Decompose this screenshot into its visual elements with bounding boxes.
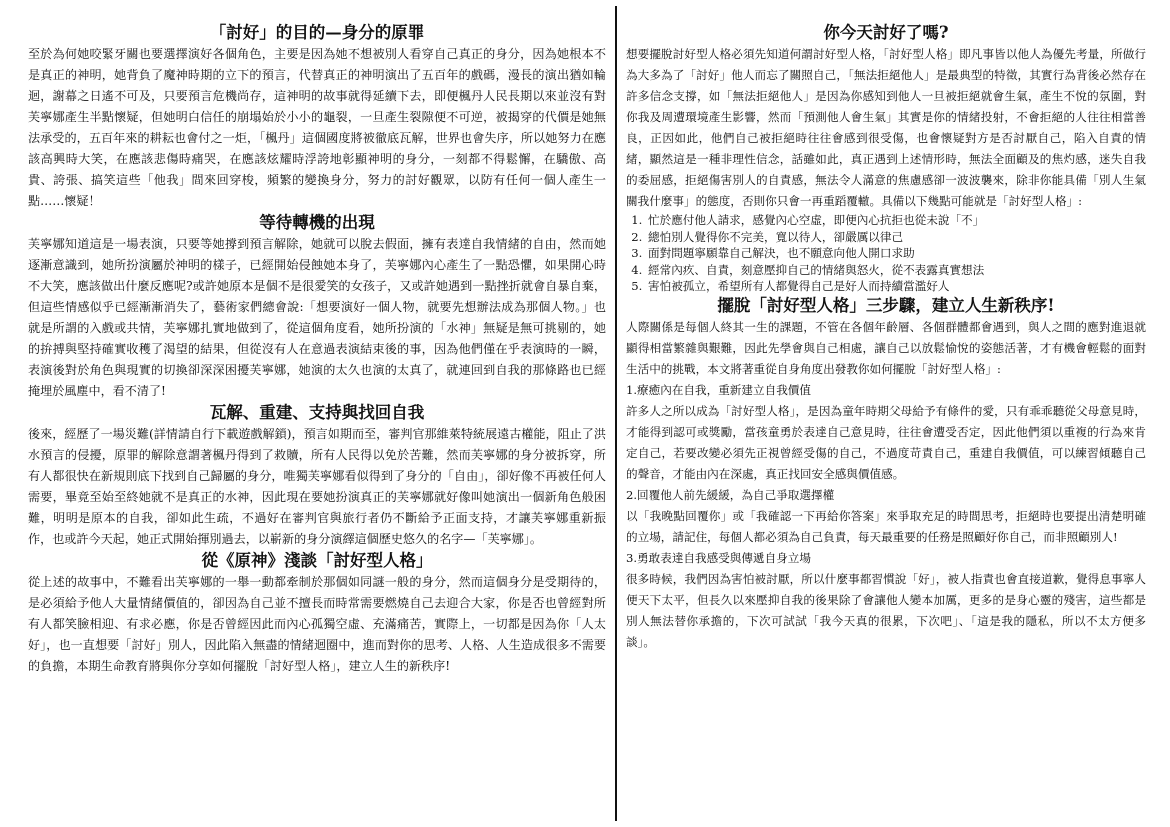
section-body: 後來，經歷了一場災難(詳情請自行下載遊戲解鎖)，預言如期而至，審判官那維萊特統展遠古權能，阻止了洪水預言的侵擾，原罪的解除意謂著楓丹得到了救贖，所有人民得以免於苦難，然而芙寧娜的身分被拆穿，所有人都很快在新規則底下找到自己歸屬的身分，唯獨芙寧娜看似得到了身分的「自由」，卻好像不再被任何人需要，畢竟至始至終她就不是真正的水神，因此現在要她扮演真正的芙寧娜就好像叫她演出一個新角色般困難，明明是原本的自我，卻如此生疏，不過好在審判官與旅行者仍不斷給予正面支持，才讓芙寧娜重新振作，也或許今天起，她正式開始揮別過去，以嶄新的身分演繹這個歷史悠久的名字—「芙寧娜」。 (28, 427, 606, 546)
section-title: 瓦解、重建、支持與找回自我 (209, 403, 425, 422)
step-body: 以「我晚點回覆你」或「我確認一下再給你答案」來爭取充足的時間思考，拒絕時也要提出清楚明確的立場，請記住，每個人都必須為自己負責，每天最重要的任務是照顧好你自己，而非照顧別人! (626, 508, 1146, 544)
step-body: 很多時候，我們因為害怕被討厭，所以什麼事都習慣說「好」，被人指責也會直接道歉，覺得息事寧人便天下太平，但長久以來壓抑自我的後果除了會讓他人變本加厲，更多的是身心靈的殘害，這些都是別人無法替你承擔的，下次可試試「我今天真的很累，下次吧」、「這是我的隱私，所以不太方便多談」。 (626, 571, 1146, 649)
section-rebuild-self (28, 402, 606, 550)
section-body: 從上述的故事中，不難看出芙寧娜的一舉一動都牽制於那個如同謎一般的身分，然而這個身分是受期待的，是必須給予他人大量情緒價值的，卻因為自己並不擅長而時常需要燃燒自己去迎合大家，你是否也曾經對所有人都笑臉相迎、有求必應，你是否曾經因此而內心孤獨空虛、充滿痛苦，實際上，一切都是因為你「人太好」，也一直想要「討好」別人，因此陷入無盡的情緒迴圈中，進而對你的思考、人格、人生造成很多不需要的負擔，本期生命教育將與你分享如何擺脫「討好型人格」，建立人生的新秩序! (28, 575, 606, 673)
section-title: 擺脫「討好型人格」三步驟，建立人生新秩序! (717, 295, 1055, 315)
step-heading: 1.療癒內在自我，重新建立自我價值 (626, 382, 811, 397)
section-title: 從《原神》淺談「討好型人格」 (201, 551, 433, 570)
trait-list (626, 212, 1146, 295)
list-item: 3. 面對問題寧願靠自己解決，也不願意向他人開口求助 (646, 245, 1146, 262)
left-column (28, 22, 606, 822)
section-did-you-please-today (626, 22, 1146, 295)
list-item: 5. 害怕被孤立，希望所有人都覺得自己是好人而持續當濫好人 (646, 278, 1146, 295)
list-item: 2. 總怕別人覺得你不完美，寬以待人，卻嚴厲以律己 (646, 229, 1146, 246)
step-body: 許多人之所以成為「討好型人格」，是因為童年時期父母給予有條件的愛，只有乖乖聽從父母意見時，才能得到認可或獎勵，當孩童勇於表達自己意見時，往往會遭受否定，因此他們須以重複的行為來肯定自己，若要改變必須先正視曾經受傷的自己，不過度苛責自己，重建自我價值，可以練習傾聽自己的聲音，才能由內在深處，真正找回安全感與價值感。 (626, 403, 1146, 481)
column-divider (615, 6, 617, 821)
section-title: 等待轉機的出現 (259, 213, 375, 232)
section-body: 想要擺脫討好型人格必須先知道何謂討好型人格，「討好型人格」即凡事皆以他人為優先考量，所做行為大多為了「討好」他人而忘了關照自己，「無法拒絕他人」是最典型的特徵，其實行為背後必然存在許多信念支撐，如「無法拒絕他人」是因為你感知到他人一旦被拒絕就會生氣，產生不悅的氛圍，對你我及周遭環境產生影響，然而「預測他人會生氣」其實是你的情緒投射，不會拒絕的人往往相當善良，正因如此，他們自己被拒絕時往往會感到很受傷，也會懷疑對方是否討厭自己，陷入自責的情緒，顯然這是一種非理性信念，話雖如此，真正遇到上述情形時，無法全面顧及的焦灼感，迷失自我的委屈感，拒絕傷害別人的自責感，無法令人滿意的焦慮感卻一波波襲來，除非你能具備「別人生氣關我什麼事」的態度，否則你只會一再重蹈覆轍。具備以下幾點可能就是「討好型人格」: (626, 47, 1146, 208)
step-heading: 3.勇敢表達自我感受與傳遞自身立場 (626, 550, 811, 565)
section-body: 至於為何她咬緊牙關也要選擇演好各個角色，主要是因為她不想被別人看穿自己真正的身分，因為她根本不是真正的神明，她背負了魔神時期的立下的預言，代替真正的神明演出了五百年的戲碼，漫長的演出猶如輪迴，謝幕之日遙不可及，只要預言危機尚存，這神明的故事就得延續下去，即便楓丹人民長期以來並沒有對芙寧娜產生半點懷疑，但她明白信任的崩塌始於小小的龜裂，一旦產生裂隙便不可逆，被揭穿的代價是她無法承受的，五百年來的耕耘也會付之一炬，「楓丹」這個國度將被徹底瓦解，世界也會失序，所以她努力在應該高興時大笑，在應該悲傷時痛哭，在應該炫耀時浮誇地彰顯神明的身分，一刻都不得鬆懈，在驕傲、高貴、誇張、搞笑這些「他我」間來回穿梭，頻繁的變換身分，努力的討好觀眾，以防有任何一個人產生一點……懷疑！ (28, 47, 606, 208)
section-title: 你今天討好了嗎? (823, 23, 949, 42)
section-body: 芙寧娜知道這是一場表演，只要等她撐到預言解除，她就可以脫去假面，擁有表達自我情緒的自由，然而她逐漸意識到，她所扮演屬於神明的樣子，已經開始侵蝕她本身了，芙寧娜內心產生了一點恐懼，如果開心時不大笑，應該做出什麼反應呢?或許她原本是個不是很愛笑的女孩子，又或許她遇到一點挫折就會自暴自棄，但這些情感似乎已經漸漸消失了，藝術家們總會說:「想要演好一個人物，就要先想辦法成為那個人物。」也就是所謂的入戲或共情，芙寧娜扎實地做到了，從這個角度看，她所扮演的「水神」無疑是無可挑剔的，她的拚搏與堅持確實收穫了渴望的結果，但從沒有人在意過表演結束後的事，因為他們僅在乎表演時的一瞬，表演後對於角色與現實的切換卻深深困擾芙寧娜，她演的太久也演的太真了，就連回到自我的那條路也已經掩埋於風塵中，看不清了! (28, 237, 606, 398)
list-item: 1. 忙於應付他人請求，感覺內心空虛，即便內心抗拒也從未說「不」 (646, 212, 1146, 229)
section-waiting-turnaround (28, 212, 606, 402)
section-intro: 人際關係是每個人終其一生的課題，不管在各個年齡層、各個群體都會遇到，與人之間的應對進退就顯得相當繁雜與艱難，因此先學會與自己相處，讓自己以放鬆愉悅的姿態活著，才有機會輕鬆的面對生活中的挑戰，本文將著重從自身角度出發教你如何擺脫「討好型人格」: (626, 319, 1146, 376)
section-genshin-people-pleaser (28, 550, 606, 677)
section-original-sin (28, 22, 606, 212)
section-three-steps (626, 295, 1146, 653)
step-heading: 2.回覆他人前先緩緩，為自己爭取選擇權 (626, 487, 835, 502)
section-title: 「討好」的目的—身分的原罪 (209, 23, 425, 42)
list-item: 4. 經常內疚、自責，刻意壓抑自己的情緒與怒火，從不表露真實想法 (646, 262, 1146, 279)
right-column (626, 22, 1146, 822)
